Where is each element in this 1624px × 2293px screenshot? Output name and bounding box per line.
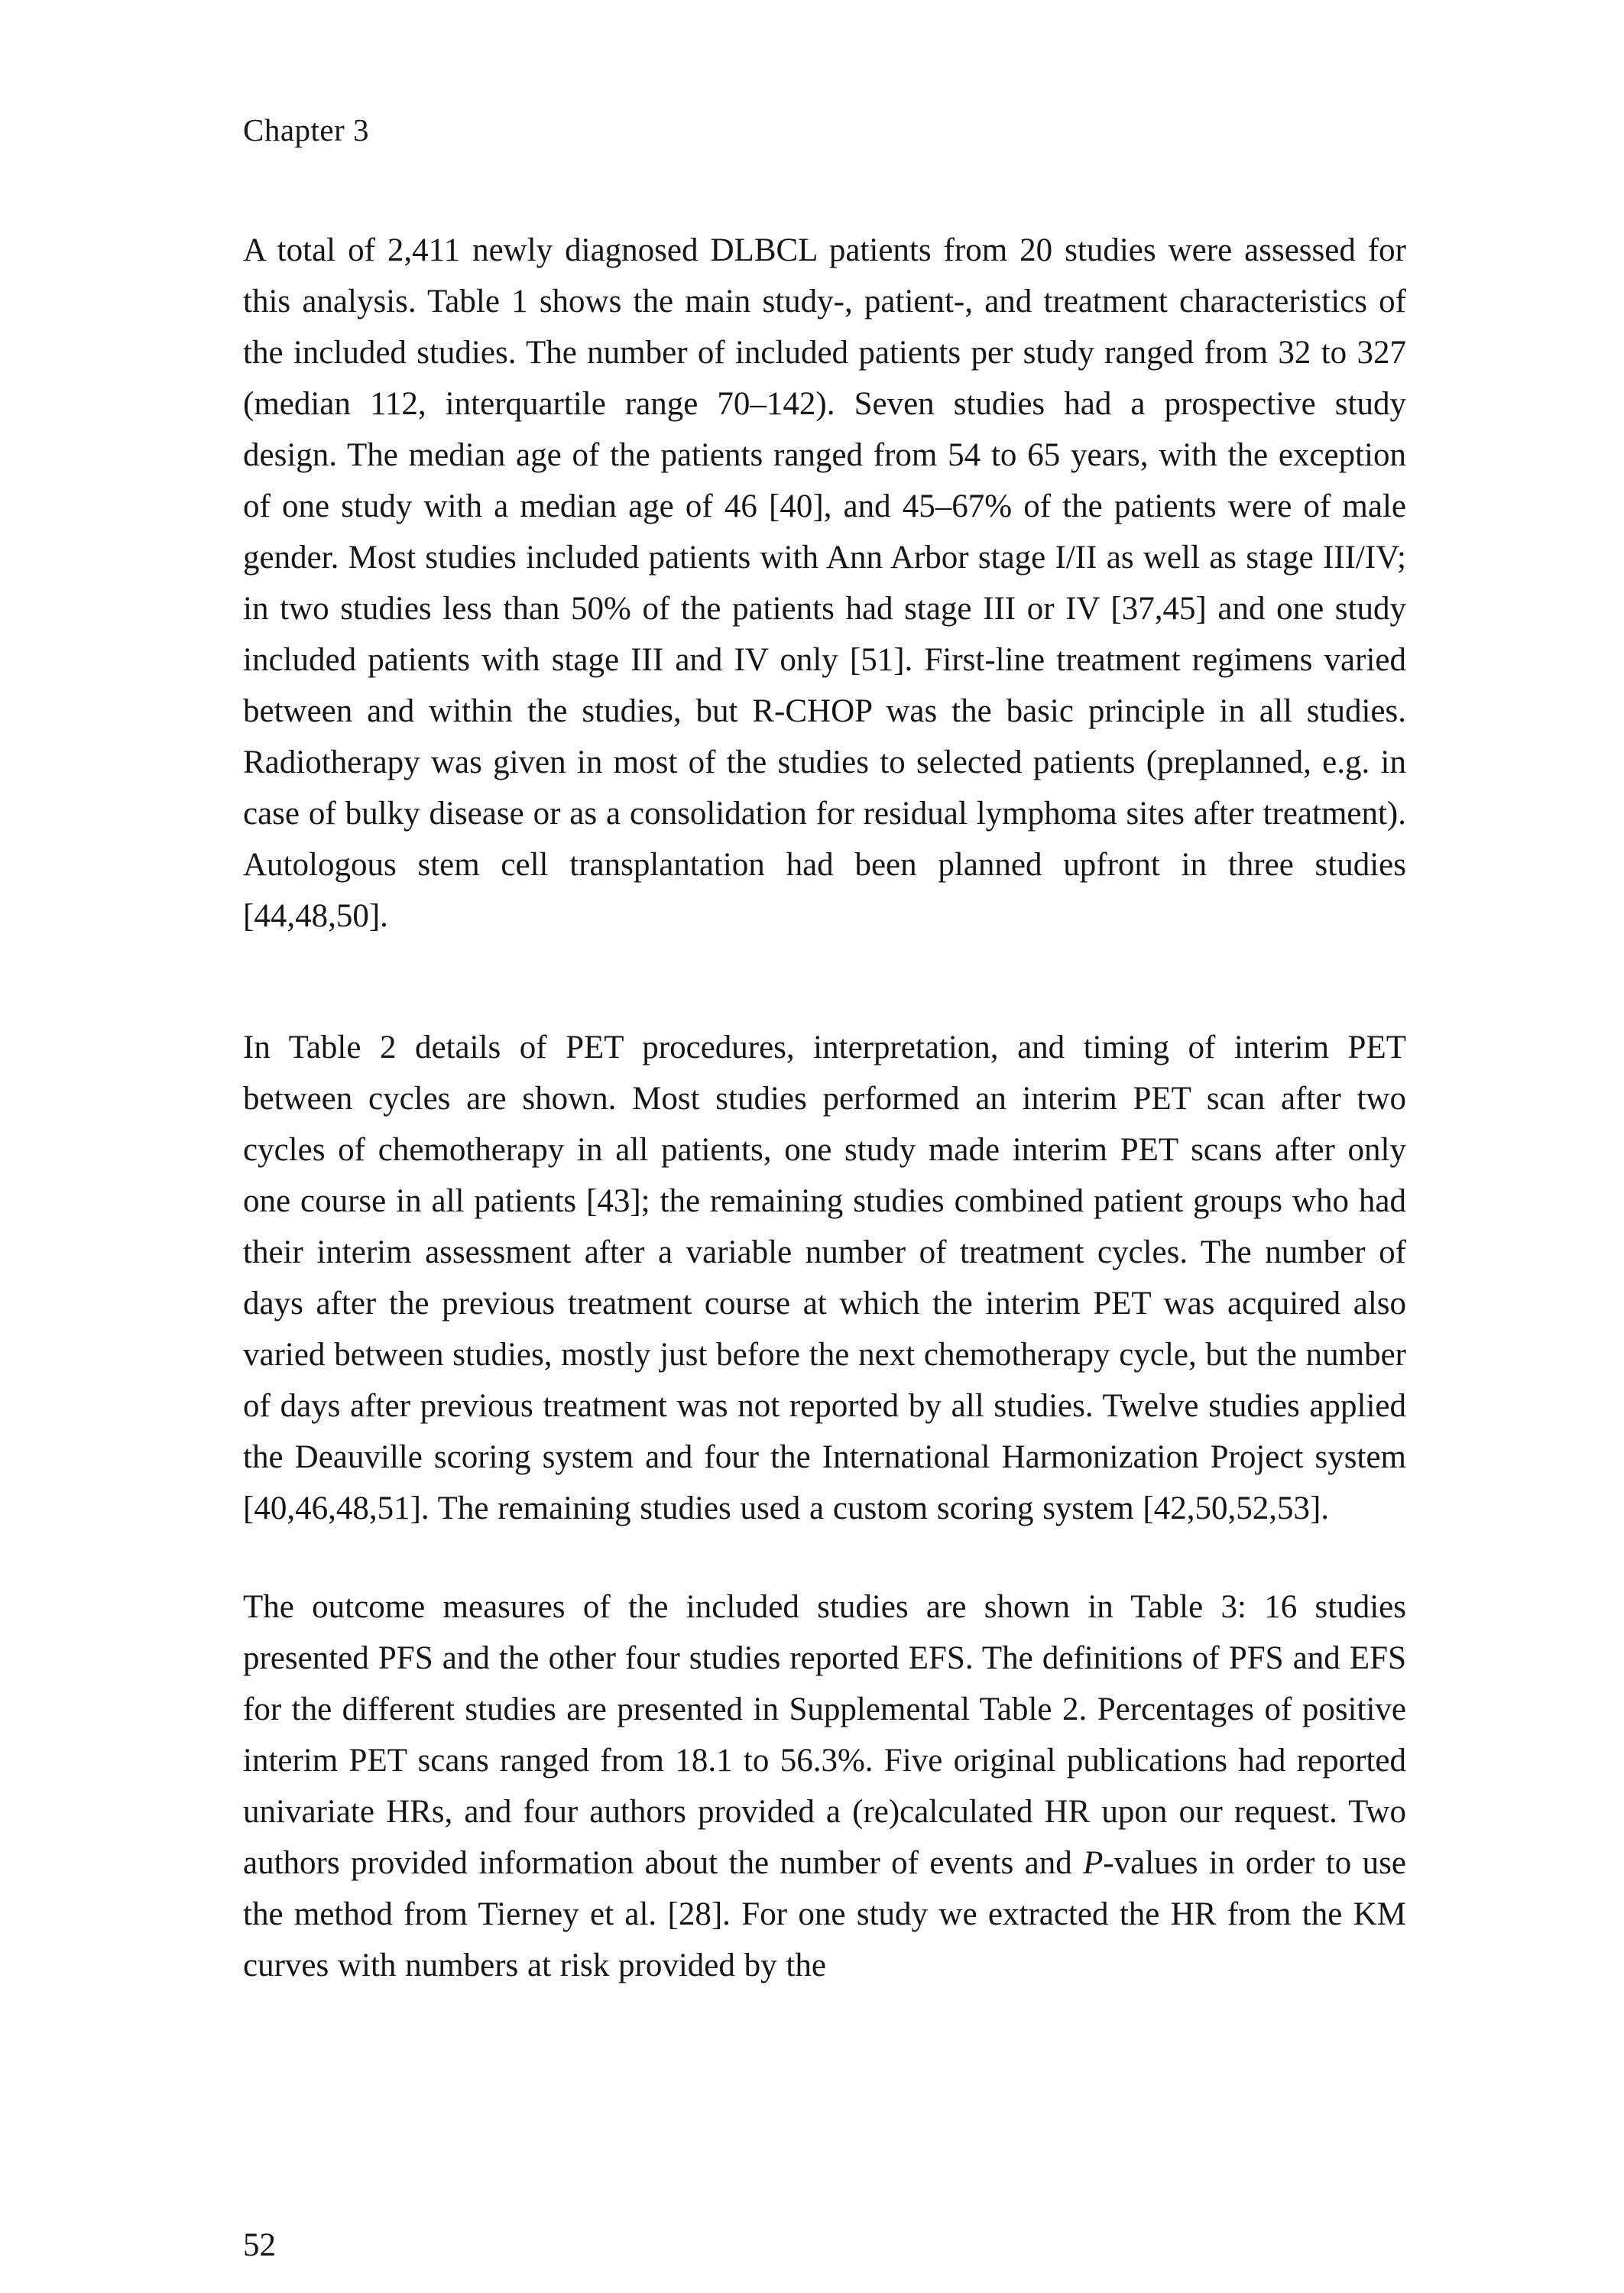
page-number: 52 [243,2227,276,2263]
text-run: A total of 2,411 newly diagnosed DLBCL patients from 20 studies were assessed for this analysis. Table 1 shows the main study-, patient-, and treatment characteristics of the included studies. The number of included patients per study ranged from 32 to 327 (median 112, interquartile range 70–142). Seven studies had a prospective study design. The median age of the patients ranged from 54 to 65 years, with the exception of one study with a median age of 46 [40], and 45–67% of the patients were of male gender. Most studies included patients with Ann Arbor stage I/II as well as stage III/IV; in two studies less than 50% of the patients had stage III or IV [37,45] and one study included patients with stage III and IV only [51]. First-line treatment regimens varied between and within the studies, but R-CHOP was the basic principle in all studies. Radiotherapy was given in most of the studies to selected patients (preplanned, e.g. in case of bulky disease or as a consolidation for residual lymphoma sites after treatment). Autologous stem cell transplantation had been planned upfront in three studies [44,48,50]. [243,232,1406,934]
text-run: P [1083,1845,1104,1881]
text-run: The outcome measures of the included studies are shown in Table 3: 16 studies presented PFS and the other four studies reported EFS. The definitions of PFS and EFS for the different studies are presented in Supplemental Table 2. Percentages of positive interim PET scans ranged from 18.1 to 56.3%. Five original publications had reported univariate HRs, and four authors provided a (re)calculated HR upon our request. Two authors provided information about the number of events and [243,1589,1406,1881]
paragraph-outcome-measures [243,1581,1406,1991]
paragraph-pet-procedures [243,1022,1406,1534]
body-text [243,225,1406,1991]
text-run: -values in order to use the method from Tierney et al. [28]. For one study we extracted the HR from the KM curves with numbers at risk provided by the [243,1845,1407,1983]
text-run: In Table 2 details of PET procedures, interpretation, and timing of interim PET between cycles are shown. Most studies performed an interim PET scan after two cycles of chemotherapy in all patients, one study made interim PET scans after only one course in all patients [43]; the remaining studies combined patient groups who had their interim assessment after a variable number of treatment cycles. The number of days after the previous treatment course at which the interim PET was acquired also varied between studies, mostly just before the next chemotherapy cycle, but the number of days after previous treatment was not reported by all studies. Twelve studies applied the Deauville scoring system and four the International Harmonization Project system [40,46,48,51]. The remaining studies used a custom scoring system [42,50,52,53]. [243,1030,1406,1526]
paragraph-study-characteristics [243,225,1406,942]
chapter-header: Chapter 3 [243,112,370,148]
